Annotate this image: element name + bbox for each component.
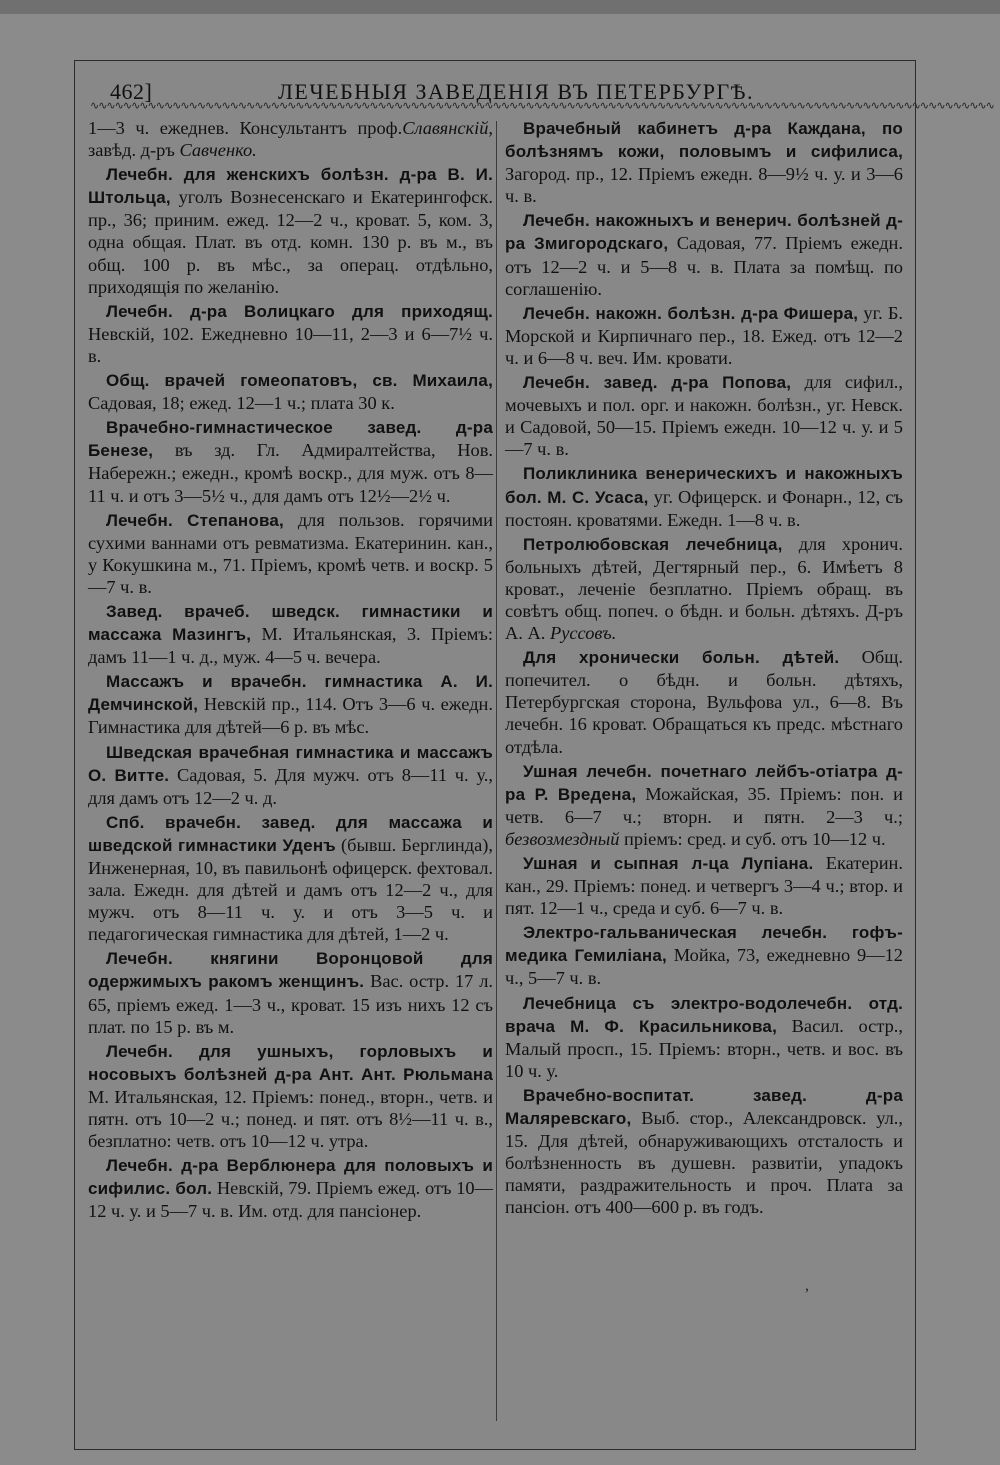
- entry-text: Садовая, 18; ежед. 12—1 ч.; плата 30 к.: [88, 393, 395, 414]
- left-column: [88, 117, 493, 1225]
- entry-heading: Врачебно-гимнастическое завед. д-ра Бенезе,: [88, 418, 493, 461]
- entry-text: Садовая, 5. Для мужч. отъ 8—11 ч. у., для дамъ отъ 12—2 ч. д.: [88, 764, 493, 808]
- entry-italic: безвозмездный: [505, 828, 620, 849]
- entry-text: пріемъ: сред. и суб. отъ 10—12 ч.: [619, 828, 886, 849]
- entry-heading: Врачебный кабинетъ д-ра Каждана, по болѣзнямъ кожи, половымъ и сифилиса,: [505, 119, 903, 162]
- document-page: [74, 60, 994, 1450]
- entry-text: М. Итальянская, 3. Пріемъ: дамъ 11—1 ч. д., муж. 4—5 ч. вечера.: [88, 624, 493, 668]
- entry-italic: Савченко.: [179, 140, 257, 161]
- entry-heading: Лечебн. завед. д-ра Попова,: [523, 373, 792, 393]
- directory-entry: [88, 670, 493, 738]
- directory-entry: [505, 921, 903, 989]
- scan-border: [0, 0, 1000, 14]
- directory-entry: [88, 1040, 493, 1152]
- entry-text: Невскій, 102. Ежедневно 10—11, 2—3 и 6—7½ ч. в.: [88, 323, 493, 366]
- entry-heading: Ушная и сыпная л-ца Лупіана.: [523, 854, 814, 873]
- entry-text: для хронич. больныхъ дѣтей, Дегтярный пер., 6. Имѣетъ 8 кроват., леченіе безплатно. Пріемъ обращ. въ совѣтъ общ. попеч. о бѣдн. и больн. дѣтяхъ. Д-ръ А. А.: [505, 533, 903, 644]
- entry-text: Загород. пр., 12. Пріемъ ежедн. 8—9½ ч. у. и 3—6 ч. в.: [505, 164, 903, 207]
- right-column: [505, 117, 903, 1221]
- entry-heading: Электро-гальваническая лечебн. гофъ-медика Гемиліана,: [505, 923, 903, 966]
- entry-heading: Лечебн. накожныхъ и венерич. болѣзней д-ра Змигородскаго,: [505, 211, 903, 254]
- directory-entry: [88, 117, 493, 161]
- entry-text: Васил. остр., Малый просп., 15. Пріемъ: вторн., четв. и вос. въ 10 ч. у.: [505, 1015, 904, 1081]
- entry-text: М. Итальянская, 12. Пріемъ: понед., вторн., четв. и пятн. отъ 10—2 ч.; понед. и пят. отъ 8½—11 ч. в., безплатно: четв. отъ 10—12 ч. утра.: [88, 1086, 493, 1152]
- entry-heading: Петролюбовская лечебница,: [523, 534, 783, 554]
- entry-text: Садовая, 77. Пріемъ ежедн. отъ 12—2 ч. и 5—8 ч. в. Плата за помѣщ. по соглашенію.: [505, 233, 903, 299]
- wavy-rule: ∿∿∿∿∿∿∿∿∿∿∿∿∿∿∿∿∿∿∿∿∿∿∿∿∿∿∿∿∿∿∿∿∿∿∿∿∿∿∿∿∿∿∿∿∿∿∿∿∿∿∿∿∿∿∿∿∿∿∿∿∿∿∿∿∿∿∿∿∿∿∿∿∿∿∿∿∿∿∿∿∿∿∿∿∿∿∿∿∿∿∿∿∿∿∿∿∿∿∿∿∿∿∿∿∿∿∿∿∿∿: [90, 99, 994, 112]
- directory-entry: [88, 300, 493, 367]
- entry-heading: Лечебн. Степанова,: [106, 510, 284, 530]
- entry-italic: Славянскій,: [402, 118, 493, 138]
- entry-heading: Лечебн. накожн. болѣзн. д-ра Фишера,: [523, 303, 859, 323]
- entry-text: уг. Офицерск. и Фонарн., 12, съ постоян. кроватями. Ежедн. 1—8 ч. в.: [505, 486, 903, 530]
- directory-entry: [88, 947, 493, 1037]
- running-title: ЛЕЧЕБНЫЯ ЗАВЕДЕНІЯ ВЪ ПЕТЕРБУРГѢ.: [278, 79, 754, 104]
- entry-italic: Руссовъ.: [545, 623, 617, 644]
- entry-heading: Спб. врачебн. завед. для массажа и шведской гимнастики Уденъ: [88, 812, 493, 855]
- entry-text: Вас. остр. 17 л. 65, пріемъ ежед. 1—3 ч., кроват. 15 изъ нихъ 12 съ плат. по 15 р. въ м.: [88, 971, 493, 1037]
- directory-entry: [505, 760, 903, 850]
- directory-entry: [88, 1154, 493, 1222]
- directory-entry: [88, 163, 493, 298]
- entry-heading: Общ. врачей гомеопатовъ, св. Михаила,: [106, 371, 493, 391]
- directory-entry: [505, 209, 903, 299]
- entry-heading: Лечебн. д-ра Волицкаго для приходящ.: [106, 301, 493, 321]
- directory-entry: [505, 371, 903, 460]
- directory-entry: [505, 1084, 903, 1219]
- entry-text: въ зд. Гл. Адмиралтейства, Нов. Набережн.; ежедн., кромѣ воскр., для муж. отъ 8—11 ч. и отъ 3—5½ ч., для дамъ отъ 12½—2½ ч.: [88, 440, 493, 506]
- entry-text: 1—3 ч. ежеднев. Консультантъ проф.: [88, 118, 403, 138]
- entry-text: уг. Б. Морской и Кирпичнаго пер., 18. Ежед. отъ 12—2 ч. и 6—8 ч. веч. Им. кровати.: [505, 302, 903, 368]
- entry-heading: Лечебн. для женскихъ болѣзн. д-ра В. И. Штольца,: [88, 165, 493, 208]
- entry-text: уголъ Вознесенскаго и Екатерингофск. пр., 36; приним. ежед. 12—2 ч., кроват. 5, ком. 3, одна общая. Плат. въ отд. комн. 130 р. въ м., въ общ. 100 р. въ мѣс., за операц. отдѣльно, приходящія по желанію.: [88, 187, 493, 297]
- entry-text: Невскій, 79. Пріемъ ежед. отъ 10—12 ч. у. и 5—7 ч. в. Им. отд. для пансіонер.: [88, 1178, 493, 1222]
- directory-entry: [505, 302, 903, 369]
- directory-entry: [505, 646, 903, 757]
- directory-entry: [505, 852, 903, 919]
- directory-entry: [505, 462, 903, 530]
- entry-heading: Лечебн. д-ра Верблюнера для половыхъ и сифилис. бол.: [88, 1156, 493, 1199]
- entry-heading: Лечебница съ электро-водолечебн. отд. врача М. Ф. Красильникова,: [505, 993, 903, 1036]
- entry-text: Невскій пр., 114. Отъ 3—6 ч. ежедн. Гимнастика для дѣтей—6 р. въ мѣс.: [88, 694, 493, 738]
- column-divider: [496, 121, 497, 1421]
- directory-entry: [505, 992, 903, 1082]
- directory-entry: [88, 741, 493, 809]
- page-number: 462]: [110, 79, 153, 104]
- entry-text: для пользов. горячими сухими ваннами отъ ревматизма. Екатеринин. кан., у Кокушкина м., 71. Пріемъ, кромѣ четв. и воскр. 5—7 ч. в.: [88, 509, 493, 597]
- entry-heading: Лечебн. княгини Воронцовой для одержимыхъ ракомъ женщинъ.: [88, 949, 493, 992]
- entry-heading: Завед. врачеб. шведск. гимнастики и массажа Мазингъ,: [88, 601, 493, 645]
- directory-entry: [88, 811, 493, 946]
- entry-heading: Ушная лечебн. почетнаго лейбъ-отіатра д-ра Р. Вредена,: [505, 761, 903, 804]
- stray-mark: ,: [805, 1277, 809, 1294]
- entry-text: Екатерин. кан., 29. Пріемъ: понед. и четвергъ 3—4 ч.; втор. и пят. 12—1 ч., среда и суб. 6—7 ч. в.: [505, 853, 903, 919]
- entry-text: Можайская, 35. Пріемъ: пон. и четв. 6—7 ч.; вторн. и пятн. 2—3 ч.;: [505, 783, 904, 827]
- entry-heading: Лечебн. для ушныхъ, горловыхъ и носовыхъ болѣзней д-ра Ант. Ант. Рюльмана: [88, 1041, 493, 1084]
- entry-heading: Поликлиника венерическихъ и накожныхъ бол. М. С. Усаса,: [505, 464, 903, 507]
- entry-text: для сифил., мочевыхъ и пол. орг. и накожн. болѣзн., уг. Невск. и Садовой, 50—15. Пріемъ ежедн. 10—12 ч. у. и 5—7 ч. в.: [505, 372, 903, 460]
- entry-text: (бывш. Берглинда), Инженерная, 10, въ павильонѣ офицерск. фехтовал. зала. Ежедн. для дѣтей и дамъ отъ 12—2 ч., для мужч. отъ 8—11 ч. у. и отъ 3—5 ч. и педагогическая гимнастика для дѣтей, 1—2 ч.: [88, 834, 494, 945]
- entry-text: Выб. стор., Александровск. ул., 15. Для дѣтей, обнаруживающихъ отсталость и болѣзненность въ душевн. развитіи, упадокъ памяти, раздражительность и проч. Плата за пансіон. отъ 400—600 р. въ годъ.: [505, 1108, 903, 1218]
- directory-entry: [505, 533, 903, 644]
- directory-entry: [505, 117, 903, 207]
- entry-heading: Для хронически больн. дѣтей.: [523, 648, 840, 668]
- entry-heading: Врачебно-воспитат. завед. д-ра Маляревскаго,: [505, 1085, 903, 1129]
- entry-heading: Шведская врачебная гимнастика и массажъ О. Витте.: [88, 742, 493, 785]
- directory-entry: [88, 600, 493, 668]
- entry-text: Мойка, 73, ежедневно 9—12 ч., 5—7 ч. в.: [505, 945, 903, 989]
- entry-heading: Массажъ и врачебн. гимнастика А. И. Демчинской,: [88, 672, 493, 715]
- entry-text: завѣд. д-ръ: [88, 140, 180, 161]
- directory-entry: [88, 509, 493, 598]
- directory-entry: [88, 416, 493, 506]
- directory-entry: [88, 369, 493, 414]
- entry-text: Общ. попечител. о бѣдн. и больн. дѣтяхъ, Петербургская сторона, Вульфова ул., 6—8. Въ лечебн. 16 кроват. Обращаться къ предс. мѣстнаго отдѣла.: [505, 647, 903, 757]
